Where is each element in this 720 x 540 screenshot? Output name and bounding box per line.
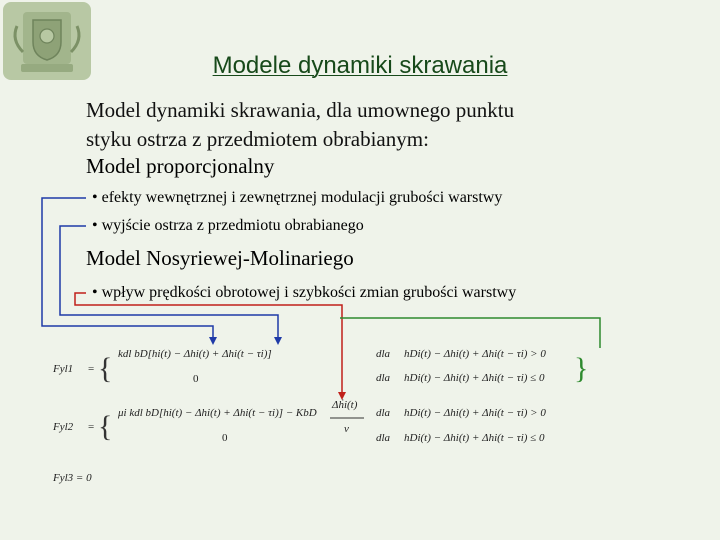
formula-1-bottom: 0	[193, 373, 199, 385]
green-brace: }	[574, 352, 589, 385]
condition-le-2: hDi(t) − Δhi(t) + Δhi(t − τi) ≤ 0	[404, 432, 545, 444]
formula-1-lhs: Fyl1	[53, 363, 74, 375]
condition-gt-2: hDi(t) − Δhi(t) + Δhi(t − τi) > 0	[404, 407, 546, 419]
green-connector-line	[340, 318, 600, 348]
blue-connector-lines	[42, 198, 282, 345]
bullet-dot: •	[92, 284, 98, 301]
condition-dla: dla	[376, 407, 391, 419]
bullet-dot: •	[92, 217, 98, 234]
formula-2-bottom: 0	[222, 432, 228, 444]
condition-dla: dla	[376, 372, 391, 384]
formula-2-fraction-numerator: Δḣi(t)	[332, 399, 358, 411]
condition-dla: dla	[376, 348, 391, 360]
formula-2-top: μi kdl bD[hi(t) − Δhi(t) + Δhi(t − τi)] − KbD	[118, 407, 317, 419]
formula-2-fraction-denominator: v	[344, 423, 349, 435]
bullet-tool-exit: • wyjście ostrza z przedmiotu obrabianego	[92, 217, 364, 234]
page-title: Modele dynamiki skrawania	[212, 52, 508, 79]
intro-line-1: Model dynamiki skrawania, dla umownego punktu	[86, 98, 515, 122]
formula-1-brace: {	[98, 352, 113, 385]
heading-nosyriewa-molinari-model: Model Nosyriewej-Molinariego	[86, 246, 354, 270]
bullet-modulation: • efekty wewnętrznej i zewnętrznej modulacji grubości warstwy	[92, 189, 503, 206]
condition-le-1: hDi(t) − Δhi(t) + Δhi(t − τi) ≤ 0	[404, 372, 545, 384]
formula-2-equals: =	[88, 421, 95, 433]
formula-2-lhs: Fyl2	[53, 421, 74, 433]
condition-gt-1: hDi(t) − Δhi(t) + Δhi(t − τi) > 0	[404, 348, 546, 360]
bullet-dot: •	[92, 189, 98, 206]
intro-line-2: styku ostrza z przedmiotem obrabianym:	[86, 127, 429, 151]
condition-dla: dla	[376, 432, 391, 444]
heading-proportional-model: Model proporcjonalny	[86, 154, 275, 178]
formula-3: Fyl3 = 0	[53, 472, 92, 484]
bullet-rotational-speed: • wpływ prędkości obrotowej i szybkości zmian grubości warstwy	[92, 284, 517, 301]
red-connector-line	[75, 293, 346, 400]
formula-1-top: kdl bD[hi(t) − Δhi(t) + Δhi(t − τi)]	[118, 348, 272, 360]
formula-1-equals: =	[88, 363, 95, 375]
formula-2-brace: {	[98, 410, 113, 443]
